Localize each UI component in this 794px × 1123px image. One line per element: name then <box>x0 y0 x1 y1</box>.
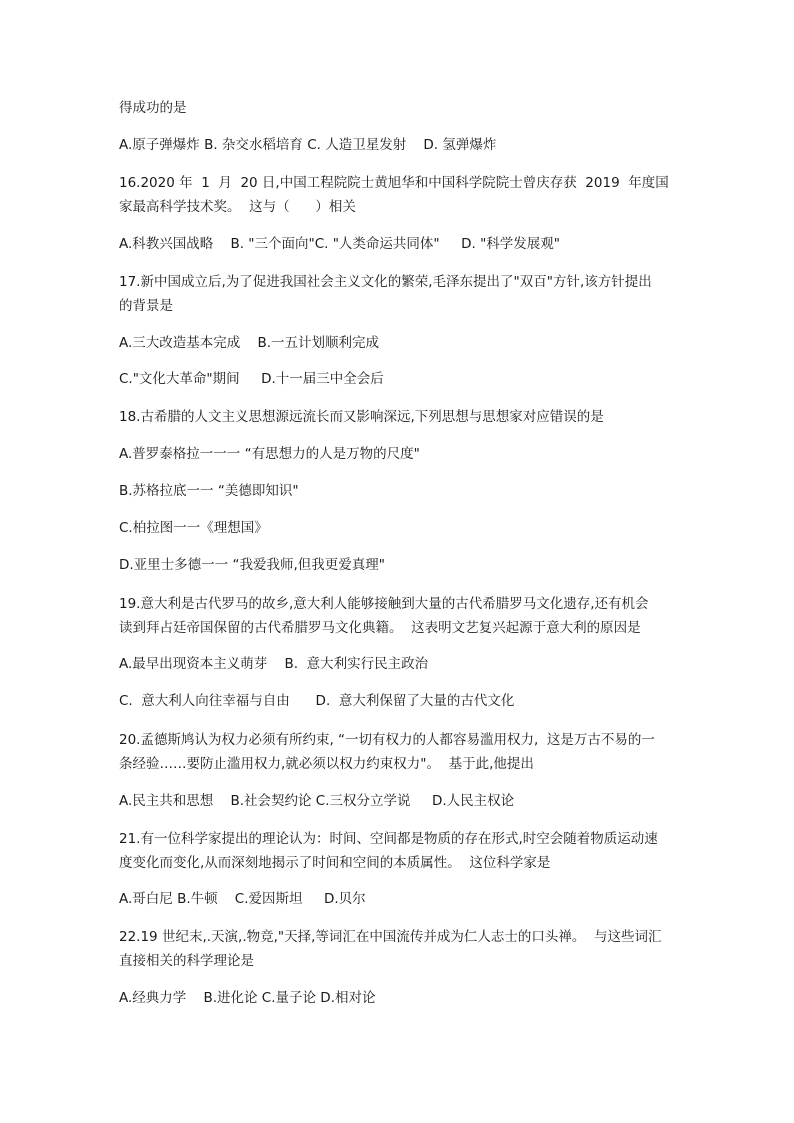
question-21-options: A.哥白尼 B.牛顿 C.爱因斯坦 D.贝尔 <box>119 891 366 907</box>
question-18-option-a: A.普罗泰格拉一一一 “有思想力的人是万物的尺度" <box>119 446 420 462</box>
question-19-stem-line-1: 19.意大利是古代罗马的故乡,意大利人能够接触到大量的古代希腊罗马文化遗存,还有机会 <box>119 596 649 612</box>
question-18-option-b: B.苏格拉底一一 “美德即知识" <box>119 483 299 499</box>
question-22-stem-line-2: 直接相关的科学理论是 <box>119 953 254 969</box>
question-18-option-c: C.柏拉图一一《理想国》 <box>119 520 268 536</box>
question-16-options: A.科教兴国战略 B. "三个面向"C. "人类命运共同体" D. "科学发展观" <box>119 236 560 252</box>
question-19-stem-line-2: 读到拜占廷帝国保留的古代希腊罗马文化典籍。 这表明文艺复兴起源于意大利的原因是 <box>119 620 641 636</box>
question-20-stem-line-1: 20.孟德斯鸠认为权力必须有所约束, “一切有权力的人都容易滥用权力, 这是万古不易的一 <box>119 732 655 748</box>
question-16-stem-line-1: 16.2020 年 1 月 20 日,中国工程院院士黄旭华和中国科学院院士曾庆存获 2019 年度国 <box>119 175 669 191</box>
question-18-stem: 18.古希腊的人文主义思想源远流长而又影响深远,下列思想与思想家对应错误的是 <box>119 409 604 425</box>
question-16-stem-line-2: 家最高科学技术奖。 这与（ ）相关 <box>119 199 356 215</box>
question-17-options-cd: C."文化大革命"期间 D.十一届三中全会后 <box>119 371 384 387</box>
question-19-options-ab: A.最早出现资本主义萌芽 B. 意大利实行民主政治 <box>119 656 429 672</box>
question-19-options-cd: C. 意大利人向往幸福与自由 D. 意大利保留了大量的古代文化 <box>119 693 515 709</box>
question-22-options: A.经典力学 B.进化论 C.量子论 D.相对论 <box>119 990 376 1006</box>
question-20-stem-line-2: 条经验……要防止滥用权力,就必须以权力约束权力"。 基于此,他提出 <box>119 756 534 772</box>
question-15-options: A.原子弹爆炸 B. 杂交水稻培育 C. 人造卫星发射 D. 氢弹爆炸 <box>119 137 497 153</box>
question-17-stem-line-2: 的背景是 <box>119 298 173 314</box>
question-22-stem-line-1: 22.19 世纪末,.天演,.物竞,"天择,等词汇在中国流传并成为仁人志士的口头禅。 与这些词汇 <box>119 929 662 945</box>
question-17-stem-line-1: 17.新中国成立后,为了促进我国社会主义文化的繁荣,毛泽东提出了"双百"方针,该方针提出 <box>119 274 652 290</box>
question-20-options: A.民主共和思想 B.社会契约论 C.三权分立学说 D.人民主权论 <box>119 793 515 809</box>
question-18-option-d: D.亚里士多德一一 “我爱我师,但我更爱真理" <box>119 557 385 573</box>
question-21-stem-line-1: 21.有一位科学家提出的理论认为：时间、空间都是物质的存在形式,时空会随着物质运动速 <box>119 831 658 847</box>
question-15-stem-end: 得成功的是 <box>119 100 187 116</box>
question-17-options-ab: A.三大改造基本完成 B.一五计划顺利完成 <box>119 335 380 351</box>
question-21-stem-line-2: 度变化而变化,从而深刻地揭示了时间和空间的本质属性。 这位科学家是 <box>119 855 551 871</box>
